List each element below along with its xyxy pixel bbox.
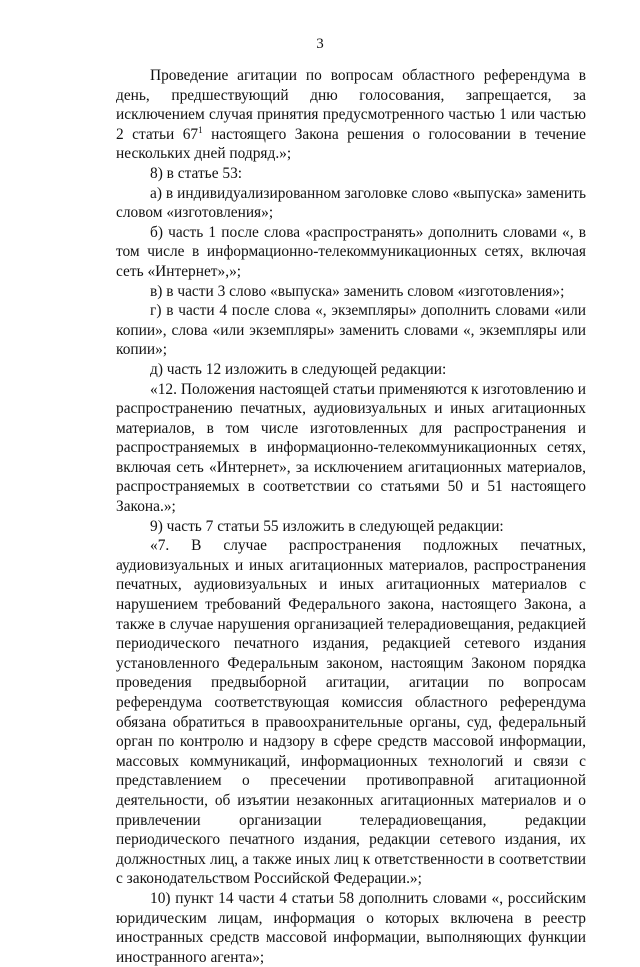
- paragraph-text: Проведение агитации по вопросам областного референдума в день, предшествующий дню голосования, запрещается, за исключением случая принятия предусмотренного частью 1 или частью 2 статьи 67: [116, 67, 586, 143]
- superscript-article-number: 1: [198, 124, 203, 135]
- paragraph-text-continued: настоящего Закона решения о голосовании в течение нескольких дней подряд.»;: [116, 125, 586, 163]
- paragraph-part-12-text: «12. Положения настоящей статьи применяются к изготовлению и распространению печатных, аудиовизуальных и иных агитационных материалов, в том числе изготовленных для распространения и распространяемых в информационно-телекоммуникационных сетях, включая сеть «Интернет», за исключением агитационных материалов, распространяемых в соответствии со статьями 50 и 51 настоящего Закона.»;: [116, 380, 586, 516]
- paragraph-subitem-b: б) часть 1 после слова «распространять» дополнить словами «, в том числе в информационно-телекоммуникационных сетях, включая сеть «Интернет»,»;: [116, 223, 586, 280]
- paragraph-item-8: 8) в статье 53:: [150, 164, 243, 182]
- paragraph-subitem-d: д) часть 12 изложить в следующей редакции:: [150, 360, 447, 378]
- paragraph-subitem-g: г) в части 4 после слова «, экземпляры» дополнить словами «или копии», слова «или экземпляры» заменить словами «, экземпляры или копии»;: [116, 302, 586, 359]
- paragraph-item-9: 9) часть 7 статьи 55 изложить в следующей редакции:: [150, 517, 504, 535]
- paragraph-agitation-ban: [116, 66, 586, 164]
- paragraph-part-7-text: «7. В случае распространения подложных печатных, аудиовизуальных и иных агитационных материалов, распространения печатных, аудиовизуальных и иных агитационных материалов с нарушением требований Федерального закона, настоящего Закона, а также в случае нарушения организацией телерадиовещания, редакцией периодического печатного издания, редакцией сетевого издания установленного Федеральным законом, настоящим Законом порядка проведения предвыборной агитации, агитации по вопросам референдума соответствующая комиссия областного референдума обязана обратиться в правоохранительные органы, суд, федеральный орган по контролю и надзору в сфере средств массовой информации, массовых коммуникаций, информационных технологий и связи с представлением о пресечении противоправной агитационной деятельности, об изъятии незаконных агитационных материалов и о привлечении организации телерадиовещания, редакции периодического печатного издания, редакции сетевого издания, их должностных лиц, а также иных лиц к ответственности в соответствии с законодательством Российской Федерации.»;: [116, 537, 586, 888]
- paragraph-subitem-a: а) в индивидуализированном заголовке слово «выпуска» заменить словом «изготовления»;: [116, 184, 586, 222]
- page-number: 3: [316, 36, 324, 52]
- paragraph-subitem-v: в) в части 3 слово «выпуска» заменить словом «изготовления»;: [150, 282, 565, 300]
- paragraph-item-10: 10) пункт 14 части 4 статьи 58 дополнить словами «, российским юридическим лицам, информация о которых включена в реестр иностранных средств массовой информации, выполняющих функции иностранного агента»;: [116, 889, 586, 966]
- document-body: [116, 66, 586, 967]
